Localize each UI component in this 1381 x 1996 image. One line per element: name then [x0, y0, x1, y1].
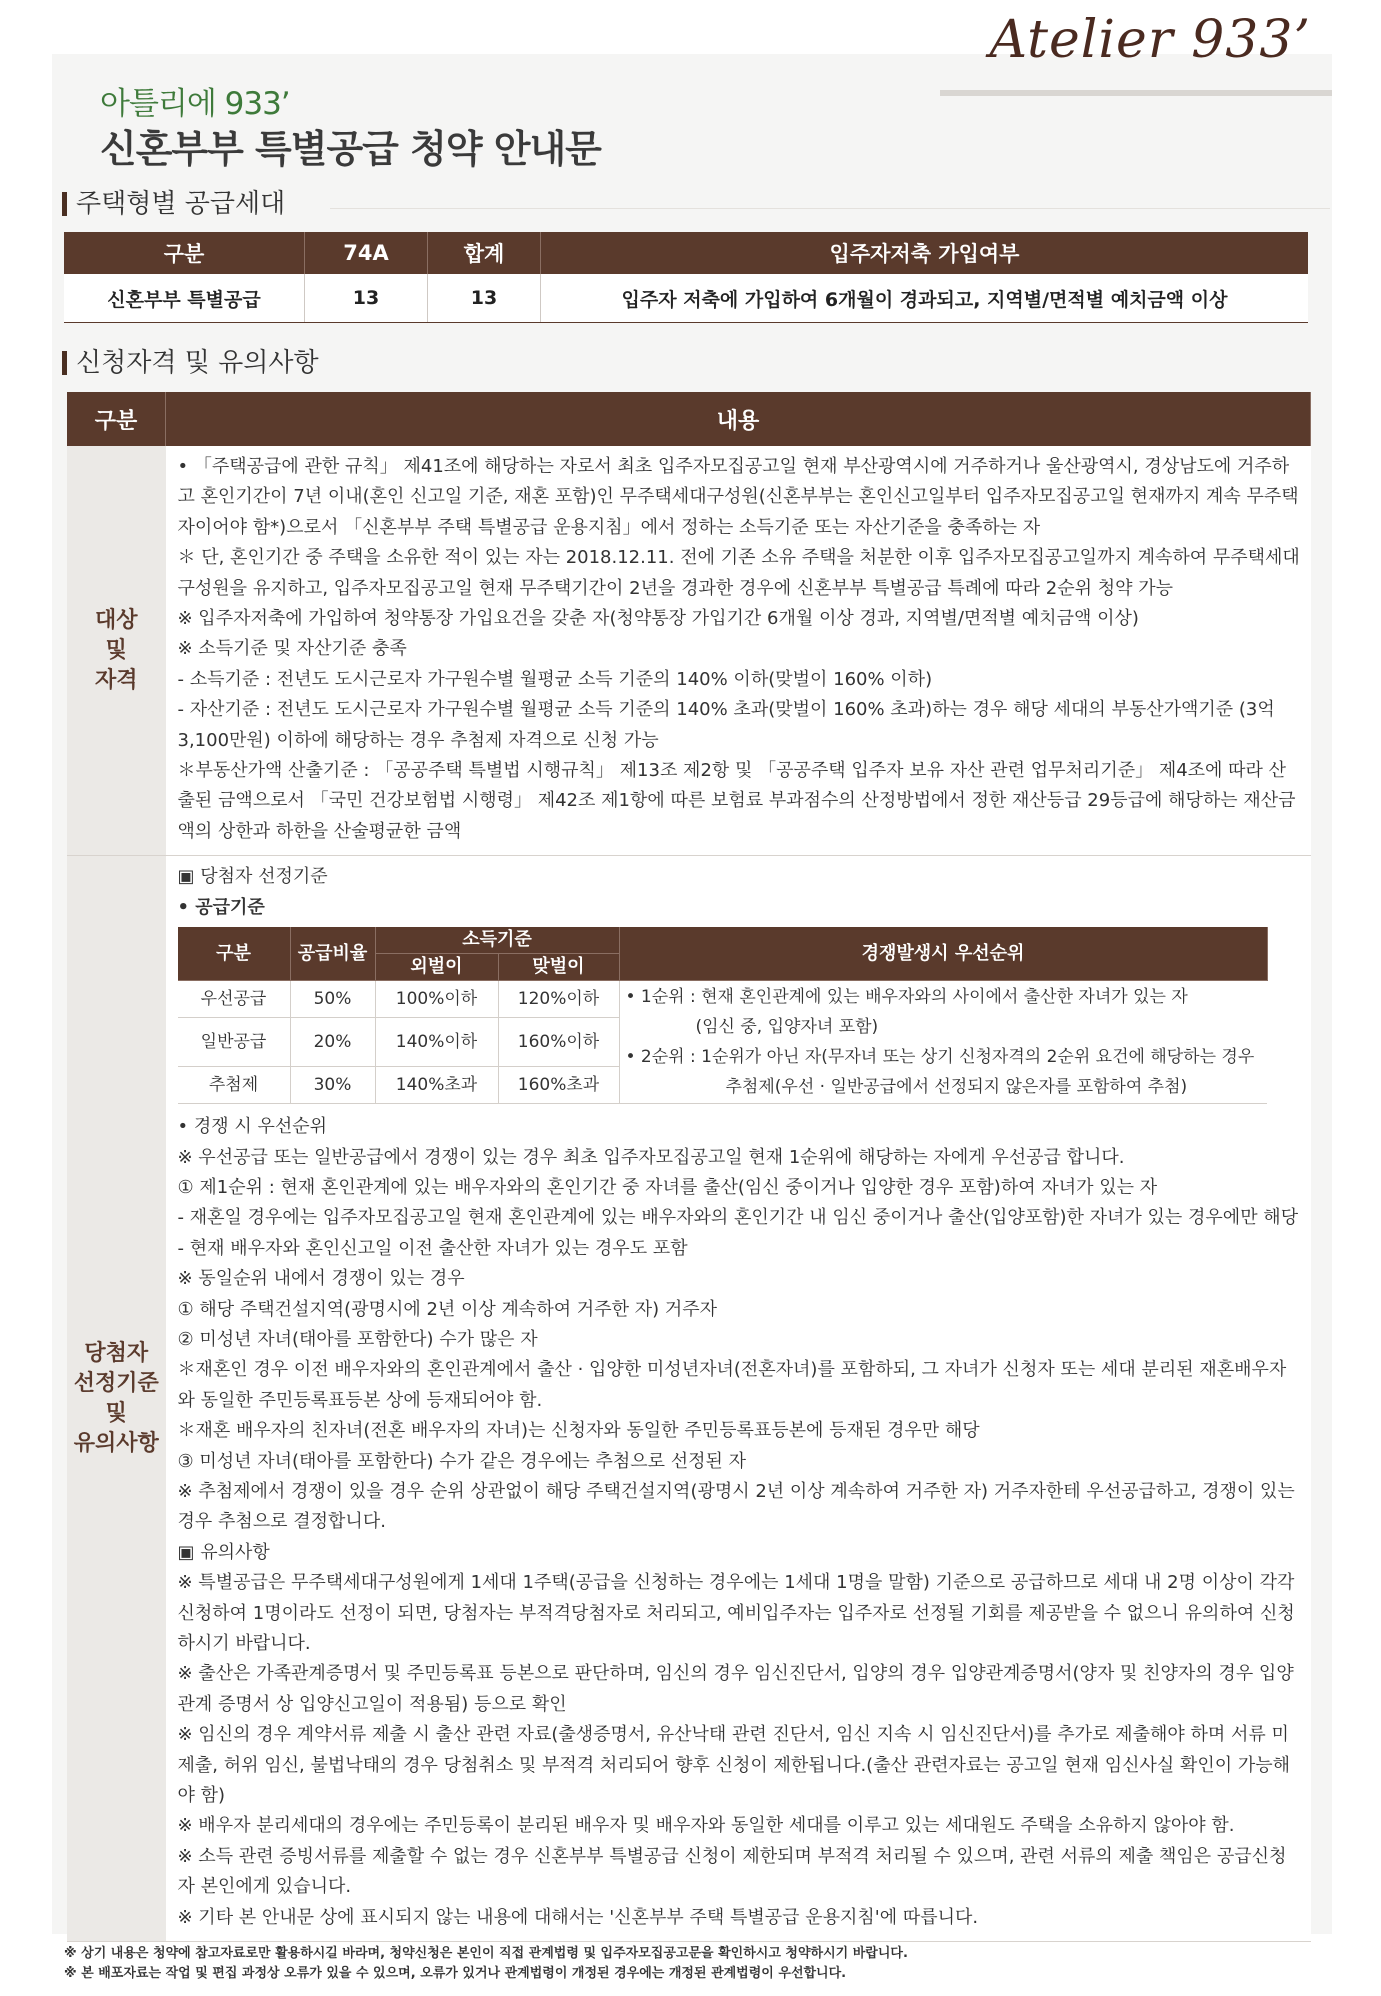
- cell: 50%: [290, 981, 375, 1018]
- paragraph: - 현재 배우자와 혼인신고일 이전 출산한 자녀가 있는 경우도 포함: [177, 1237, 688, 1259]
- section-eligibility-heading: 신청자격 및 유의사항: [62, 347, 319, 379]
- paragraph: ※ 입주자저축에 가입하여 청약통장 가입요건을 갖춘 자(청약통장 가입기간 6개월 이상 경과, 지역별/면적별 예치금액 이상): [177, 608, 1139, 630]
- cell: 160%초과: [498, 1067, 619, 1104]
- priority-line: • 2순위 : 1순위가 아닌 자(무자녀 또는 상기 신청자격의 2순위 요건에 해당하는 경우: [625, 1047, 1255, 1068]
- paragraph: - 재혼일 경우에는 입주자모집공고일 현재 혼인관계에 있는 배우자와의 혼인기간 내 임신 중이거나 출산(입양포함)한 자녀가 있는 경우에만 해당: [177, 1207, 1299, 1229]
- paragraph: ※ 추첨제에서 경쟁이 있을 경우 순위 상관없이 해당 주택건설지역(광명시 2년 이상 계속하여 거주한 자) 거주자한테 우선공급하고, 경쟁이 있는 경우 추첨으로 결정합니다.: [177, 1480, 1295, 1533]
- header-gubun: 구분: [64, 232, 305, 274]
- header-gubun: 구분: [67, 392, 166, 446]
- section-supply-heading: 주택형별 공급세대: [62, 188, 285, 220]
- sub-header-dual: 맞벌이: [498, 954, 619, 981]
- label-line: 및: [105, 637, 127, 663]
- paragraph: ① 해당 주택건설지역(광명시에 2년 이상 계속하여 거주한 자) 거주자: [177, 1298, 717, 1320]
- selection-row: [67, 856, 1311, 1942]
- paragraph: ※ 동일순위 내에서 경쟁이 있는 경우: [177, 1268, 465, 1290]
- criteria-title: ▣ 당첨자 선정기준: [177, 866, 328, 888]
- eligibility-label: [67, 446, 166, 856]
- paragraph: • 경쟁 시 우선순위: [177, 1116, 327, 1138]
- paragraph: ※ 기타 본 안내문 상에 표시되지 않는 내용에 대해서는 '신혼부부 주택 특별공급 운용지침'에 따릅니다.: [177, 1906, 979, 1928]
- sub-table-header: [178, 927, 1268, 954]
- sub-header-ratio: 공급비율: [290, 927, 375, 981]
- label-line: 당첨자: [84, 1340, 149, 1366]
- priority-cell: [619, 981, 1267, 1104]
- page-title: 신혼부부 특별공급 청약 안내문: [100, 127, 601, 171]
- cell: 일반공급: [178, 1017, 291, 1066]
- paragraph: ② 미성년 자녀(태아를 포함한다) 수가 많은 자: [177, 1328, 538, 1350]
- paragraph: ＊부동산가액 산출기준 : 「공공주택 특별법 시행규칙」 제13조 제2항 및 「공공주택 입주자 보유 자산 관련 업무처리기준」 제4조에 따라 산출된 금액으로서 「국민 건강보험법 시행령」 제42조 제1항에 따른 보험료 부과점수의 산정방법에서 정한 재산등급 29등급에 해당하는 재산금액의 상한과 하한을 산술평균한 금액: [177, 760, 1296, 842]
- footnote: ※ 상기 내용은 청약에 참고자료로만 활용하시길 바라며, 청약신청은 본인이 직접 관계법령 및 입주자모집공고문을 확인하시고 청약하시기 바랍니다.: [64, 1946, 908, 1961]
- cell: 추첨제: [178, 1067, 291, 1104]
- eligibility-row: [67, 446, 1311, 856]
- paragraph: • 「주택공급에 관한 규칙」 제41조에 해당하는 자로서 최초 입주자모집공고일 현재 부산광역시에 거주하거나 울산광역시, 경상남도에 거주하고 혼인기간이 7년 이내(혼인 신고일 기준, 재혼 포함)인 무주택세대구성원(신혼부부는 혼인신고일부터 입주자모집공고일 현재까지 계속 무주택자이어야 함*)으로서 「신혼부부 주택 특별공급 운용지침」에서 정하는 소득기준 또는 자산기준을 충족하는 자: [177, 456, 1299, 538]
- cell: 30%: [290, 1067, 375, 1104]
- paragraph: ③ 미성년 자녀(태아를 포함한다) 수가 같은 경우에는 추첨으로 선정된 자: [177, 1450, 747, 1472]
- label-line: 자격: [94, 667, 138, 693]
- cell: 120%이하: [498, 981, 619, 1018]
- cell-savings: 입주자 저축에 가입하여 6개월이 경과되고, 지역별/면적별 예치금액 이상: [541, 274, 1309, 323]
- sub-header-gubun: 구분: [178, 927, 291, 981]
- paragraph: ※ 배우자 분리세대의 경우에는 주민등록이 분리된 배우자 및 배우자와 동일한 세대를 이루고 있는 세대원도 주택을 소유하지 않아야 함.: [177, 1815, 1235, 1837]
- paragraph: - 자산기준 : 전년도 도시근로자 가구원수별 월평균 소득 기준의 140% 초과(맞벌이 160% 초과)하는 경우 해당 세대의 부동산가액기준 (3억 3,100만원) 이하에 해당하는 경우 추첨제 자격으로 신청 가능: [177, 699, 1275, 751]
- cell: 우선공급: [178, 981, 291, 1018]
- table-row: [178, 981, 1268, 1018]
- supply-title: • 공급기준: [177, 896, 265, 918]
- brand-logo: Atelier 933’: [989, 10, 1311, 70]
- cell: 160%이하: [498, 1017, 619, 1066]
- paragraph: - 소득기준 : 전년도 도시근로자 가구원수별 월평균 소득 기준의 140% 이하(맞벌이 160% 이하): [177, 668, 933, 690]
- selection-content: [166, 856, 1311, 1942]
- supply-table: [64, 232, 1308, 323]
- section-rule: [330, 208, 1330, 209]
- paragraph: ▣ 유의사항: [177, 1541, 270, 1563]
- eligibility-content: [166, 446, 1311, 856]
- cell: 20%: [290, 1017, 375, 1066]
- cell-type: 신혼부부 특별공급: [64, 274, 305, 323]
- header-savings: 입주자저축 가입여부: [541, 232, 1309, 274]
- cell-74a: 13: [305, 274, 428, 323]
- label-line: 유의사항: [73, 1430, 159, 1456]
- project-name: 아틀리에 933’: [100, 86, 290, 122]
- paragraph: ① 제1순위 : 현재 혼인관계에 있는 배우자와의 혼인기간 중 자녀를 출산(임신 중이거나 입양한 경우 포함)하여 자녀가 있는 자: [177, 1176, 1158, 1198]
- supply-criteria-table: [178, 927, 1268, 1104]
- eligibility-table-header: [67, 392, 1311, 446]
- priority-line: 추첨제(우선 · 일반공급에서 선정되지 않은자를 포함하여 추첨): [725, 1077, 1188, 1098]
- paragraph: ※ 특별공급은 무주택세대구성원에게 1세대 1주택(공급을 신청하는 경우에는 1세대 1명을 말함) 기준으로 공급하므로 세대 내 2명 이상이 각각 신청하여 1명이라도 선정이 되면, 당첨자는 부적격당첨자로 처리되고, 예비입주자는 입주자로 선정될 기회를 제공받을 수 없으니 유의하여 신청하시기 바랍니다.: [177, 1572, 1295, 1654]
- selection-label: [67, 856, 166, 1942]
- eligibility-table: [67, 392, 1311, 1942]
- label-line: 선정기준: [73, 1370, 159, 1396]
- footnote: ※ 본 배포자료는 작업 및 편집 과정상 오류가 있을 수 있으며, 오류가 있거나 관계법령이 개정된 경우에는 개정된 관계법령이 우선합니다.: [64, 1966, 847, 1981]
- header-74a: 74A: [305, 232, 428, 274]
- paragraph: ※ 소득기준 및 자산기준 충족: [177, 638, 407, 660]
- cell: 140%이하: [375, 1017, 498, 1066]
- cell: 140%초과: [375, 1067, 498, 1104]
- sub-header-priority: 경쟁발생시 우선순위: [619, 927, 1267, 981]
- label-line: 대상: [94, 607, 138, 633]
- priority-line: (임신 중, 입양자녀 포함): [695, 1017, 879, 1038]
- table-row: [64, 274, 1308, 323]
- paragraph: ※ 소득 관련 증빙서류를 제출할 수 없는 경우 신혼부부 특별공급 신청이 제한되며 부적격 처리될 수 있으며, 관련 서류의 제출 책임은 공급신청자 본인에게 있습니다.: [177, 1845, 1287, 1898]
- paragraph: ※ 출산은 가족관계증명서 및 주민등록표 등본으로 판단하며, 임신의 경우 임신진단서, 입양의 경우 입양관계증명서(양자 및 친양자의 경우 입양관계 증명서 상 입양신고일이 적용됨) 등으로 확인: [177, 1663, 1294, 1715]
- paragraph: ＊재혼 배우자의 친자녀(전혼 배우자의 자녀)는 신청자와 동일한 주민등록표등본에 등재된 경우만 해당: [177, 1420, 980, 1442]
- priority-line: • 1순위 : 현재 혼인관계에 있는 배우자와의 사이에서 출산한 자녀가 있는 자: [625, 987, 1188, 1008]
- label-line: 및: [105, 1400, 127, 1426]
- header-content: 내용: [166, 392, 1311, 446]
- paragraph: ＊ 단, 혼인기간 중 주택을 소유한 적이 있는 자는 2018.12.11. 전에 기존 소유 주택을 처분한 이후 입주자모집공고일까지 계속하여 무주택세대구성원을 유지하고, 입주자모집공고일 현재 무주택기간이 2년을 경과한 경우에 신혼부부 특별공급 특례에 따라 2순위 청약 가능: [177, 547, 1300, 599]
- cell-total: 13: [428, 274, 541, 323]
- supply-table-header: [64, 232, 1308, 274]
- paragraph: ＊재혼인 경우 이전 배우자와의 혼인관계에서 출산 · 입양한 미성년자녀(전혼자녀)를 포함하되, 그 자녀가 신청자 또는 세대 분리된 재혼배우자와 동일한 주민등록표등본 상에 등재되어야 함.: [177, 1359, 1287, 1411]
- cell: 100%이하: [375, 981, 498, 1018]
- paragraph: ※ 우선공급 또는 일반공급에서 경쟁이 있는 경우 최초 입주자모집공고일 현재 1순위에 해당하는 자에게 우선공급 합니다.: [177, 1146, 1125, 1168]
- paragraph: ※ 임신의 경우 계약서류 제출 시 출산 관련 자료(출생증명서, 유산낙태 관련 진단서, 임신 지속 시 임신진단서)를 추가로 제출해야 하며 서류 미제출, 허위 임신, 불법낙태의 경우 당첨취소 및 부적격 처리되어 향후 신청이 제한됩니다.(출산 관련자료는 공고일 현재 임신사실 확인이 가능해야 함): [177, 1724, 1291, 1807]
- header-total: 합계: [428, 232, 541, 274]
- sub-header-income: 소득기준: [375, 927, 619, 954]
- sub-header-single: 외벌이: [375, 954, 498, 981]
- brand-rule: [940, 90, 1332, 96]
